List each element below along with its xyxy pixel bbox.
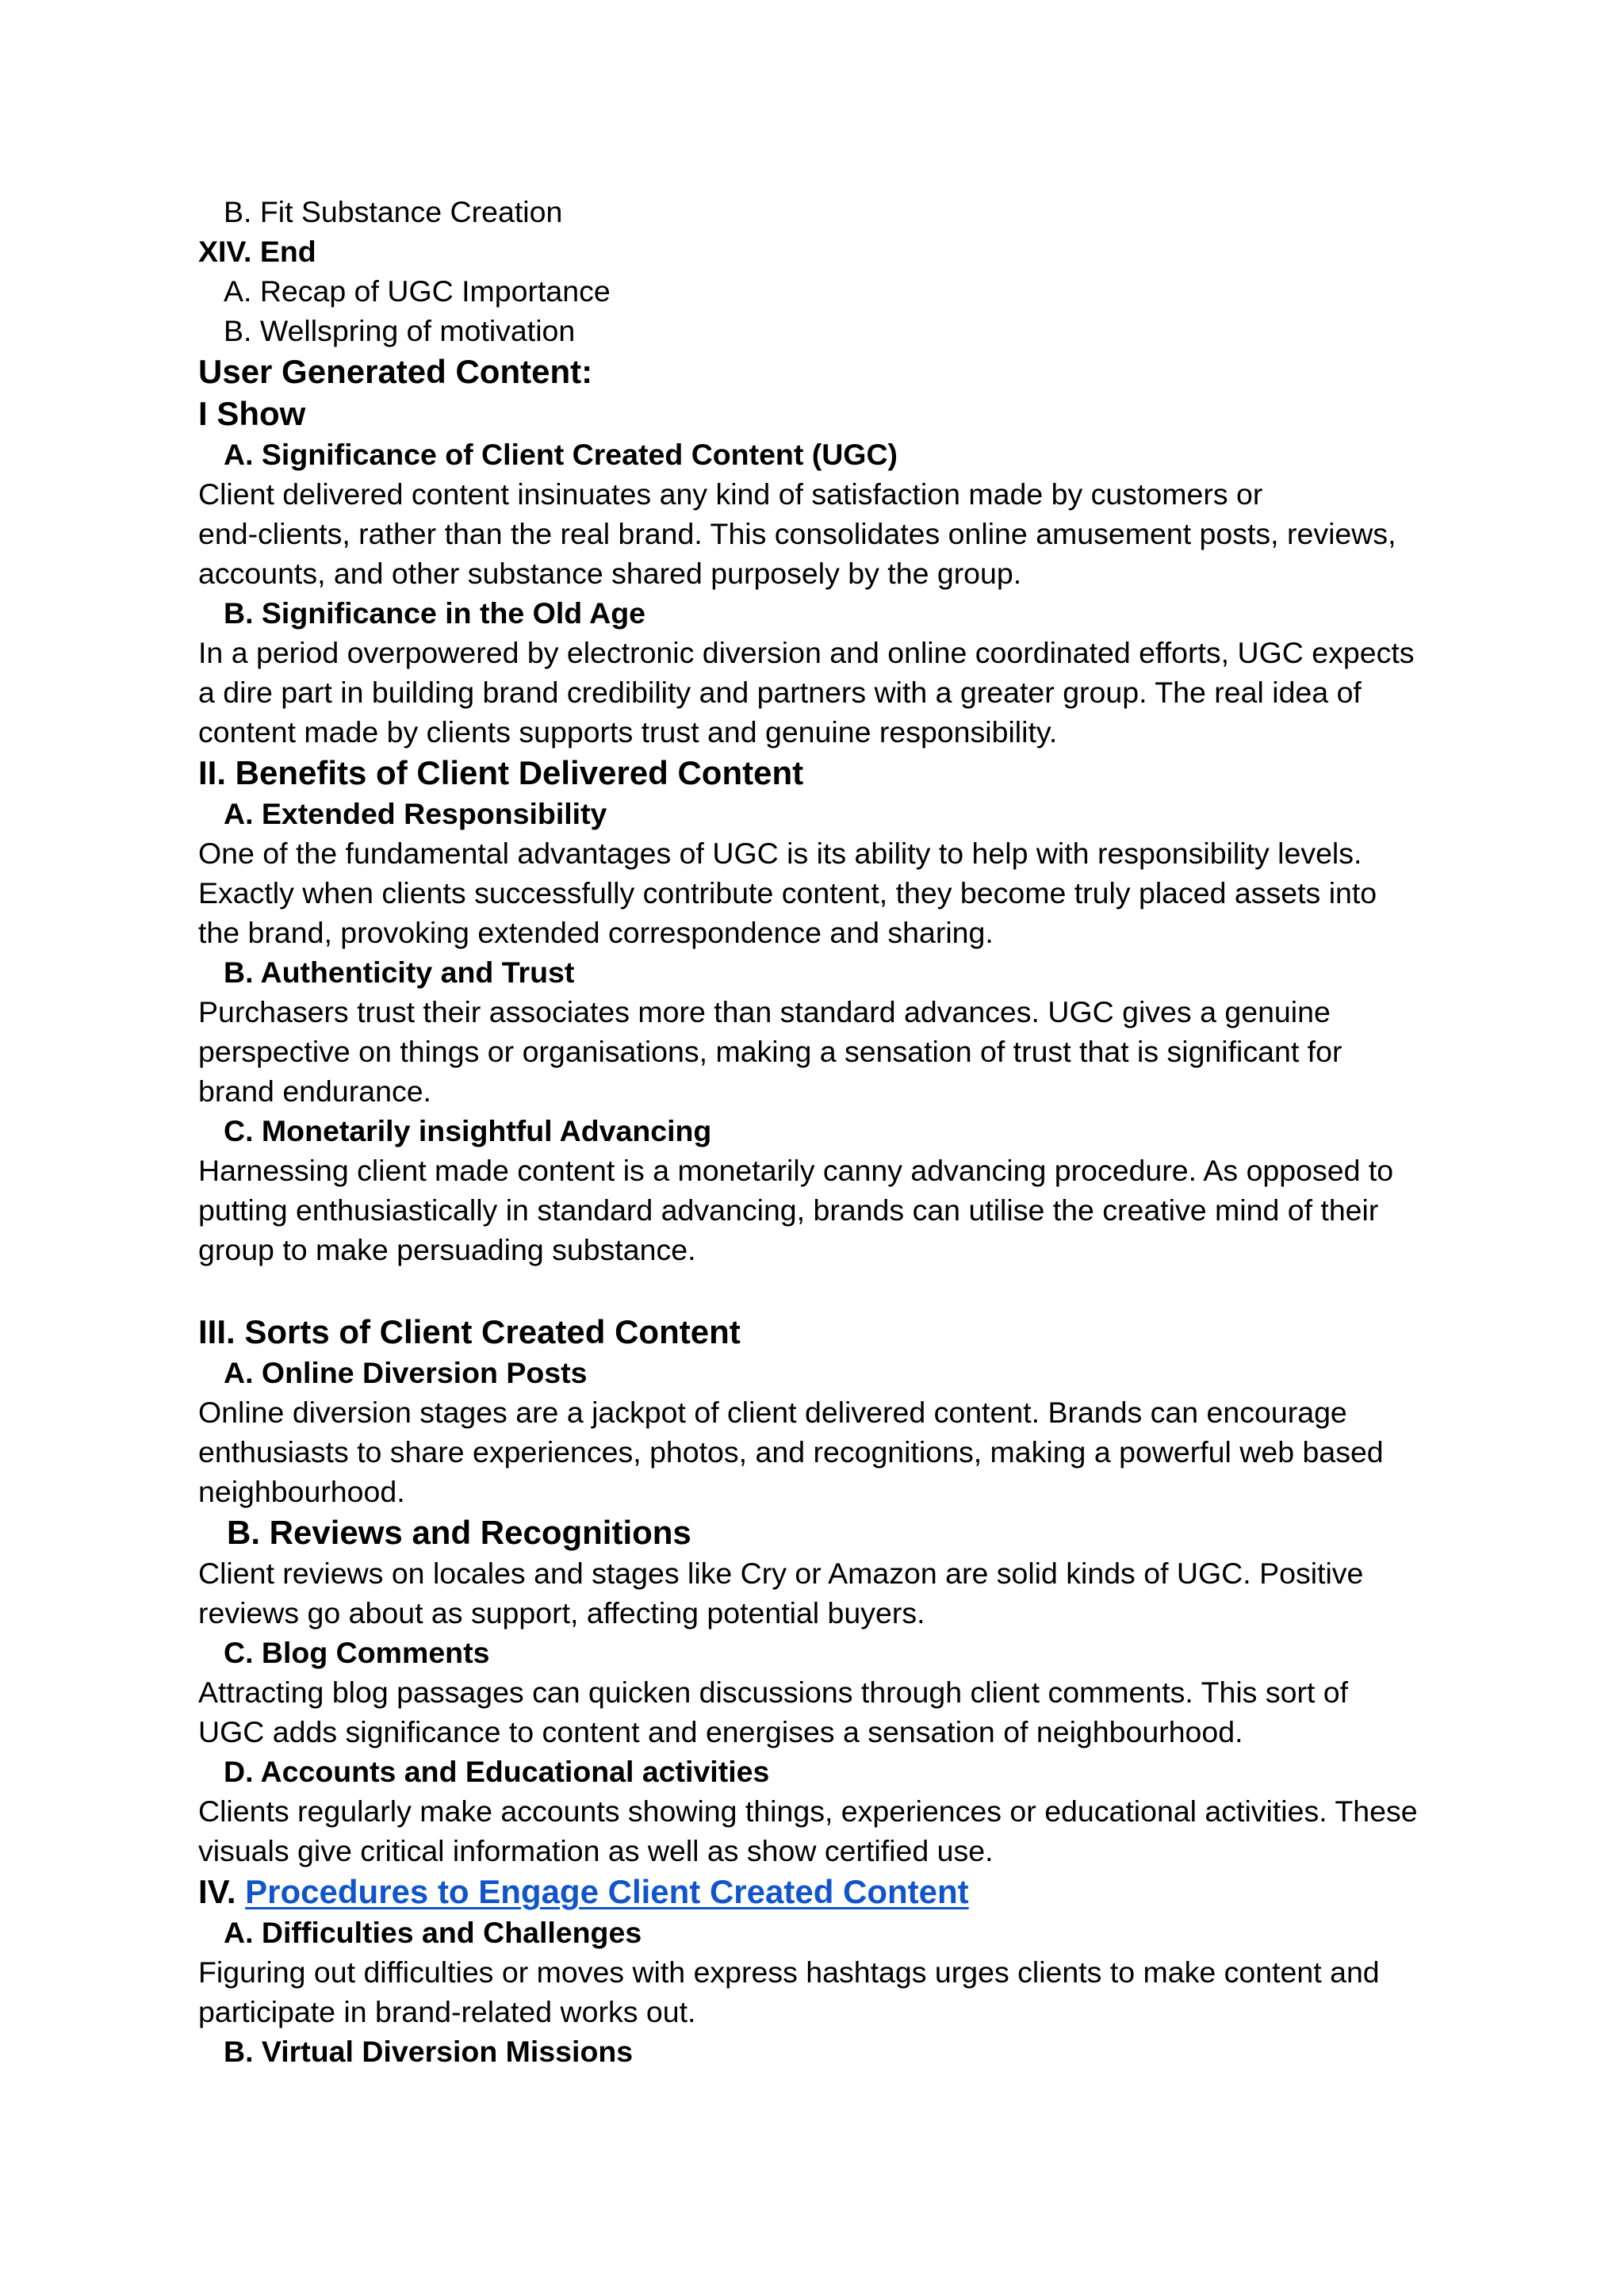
paragraph-line: putting enthusiastically in standard advancing, brands can utilise the creative mind of their	[198, 1193, 1379, 1227]
subsection-heading: B. Reviews and Recognitions	[227, 1514, 691, 1551]
paragraph-line: Exactly when clients successfully contribute content, they become truly placed assets into	[198, 876, 1377, 910]
subsection-heading: B. Significance in the Old Age	[224, 596, 646, 630]
outline-item: B. Wellspring of motivation	[224, 314, 576, 347]
paragraph-line: Client reviews on locales and stages like Cry or Amazon are solid kinds of UGC. Positive	[198, 1557, 1364, 1590]
paragraph-line: Online diversion stages are a jackpot of client delivered content. Brands can encourage	[198, 1396, 1347, 1429]
paragraph-line: group to make persuading substance.	[198, 1233, 696, 1266]
blank-line	[198, 1270, 1451, 1311]
subsection-heading: A. Difficulties and Challenges	[224, 1916, 642, 1949]
paragraph-line: brand endurance.	[198, 1074, 431, 1108]
paragraph-line: neighbourhood.	[198, 1475, 405, 1508]
paragraph-line: a dire part in building brand credibility and partners with a greater group. The real idea of	[198, 676, 1362, 709]
subsection-heading: A. Significance of Client Created Content (UGC)	[224, 438, 898, 471]
subsection-heading: B. Virtual Diversion Missions	[224, 2035, 634, 2068]
subsection-heading: A. Extended Responsibility	[224, 797, 607, 830]
paragraph-line: enthusiasts to share experiences, photos, and recognitions, making a powerful web based	[198, 1435, 1384, 1469]
section-heading: II. Benefits of Client Delivered Content	[198, 754, 804, 791]
paragraph-line: Harnessing client made content is a monetarily canny advancing procedure. As opposed to	[198, 1154, 1394, 1187]
subsection-heading: A. Online Diversion Posts	[224, 1356, 588, 1389]
outline-item: B. Fit Substance Creation	[224, 195, 563, 228]
paragraph-line: One of the fundamental advantages of UGC is its ability to help with responsibility levels.	[198, 837, 1362, 870]
paragraph-line: Figuring out difficulties or moves with express hashtags urges clients to make content and	[198, 1955, 1380, 1989]
subsection-heading: C. Monetarily insightful Advancing	[224, 1114, 712, 1147]
document-body	[198, 192, 1451, 2071]
subsection-heading: B. Authenticity and Trust	[224, 956, 575, 989]
paragraph-line: In a period overpowered by electronic diversion and online coordinated efforts, UGC expects	[198, 636, 1415, 669]
section-heading: I Show	[198, 395, 306, 432]
paragraph-line: content made by clients supports trust and genuine responsibility.	[198, 715, 1058, 749]
paragraph-line: accounts, and other substance shared purposely by the group.	[198, 557, 1022, 590]
paragraph-line: perspective on things or organisations, making a sensation of trust that is significant for	[198, 1035, 1342, 1068]
document-title: User Generated Content:	[198, 353, 593, 390]
subsection-heading: D. Accounts and Educational activities	[224, 1755, 770, 1788]
section-heading-link[interactable]: Procedures to Engage Client Created Content	[245, 1873, 969, 1910]
section-heading	[198, 1871, 1451, 1913]
outline-item: A. Recap of UGC Importance	[224, 274, 611, 308]
paragraph-line: Attracting blog passages can quicken discussions through client comments. This sort of	[198, 1676, 1349, 1709]
paragraph-line: end-clients, rather than the real brand. This consolidates online amusement posts, reviews,	[198, 517, 1396, 550]
paragraph-line: visuals give critical information as well as show certified use.	[198, 1834, 994, 1867]
paragraph-line: reviews go about as support, affecting potential buyers.	[198, 1596, 925, 1630]
paragraph-line: Clients regularly make accounts showing things, experiences or educational activities. These	[198, 1794, 1418, 1828]
outline-section-heading: XIV. End	[198, 235, 316, 268]
paragraph-line: Client delivered content insinuates any kind of satisfaction made by customers or	[198, 477, 1263, 511]
paragraph-line: UGC adds significance to content and energises a sensation of neighbourhood.	[198, 1715, 1243, 1748]
paragraph-line: participate in brand-related works out.	[198, 1995, 696, 2028]
section-heading: III. Sorts of Client Created Content	[198, 1313, 741, 1350]
paragraph-line: Purchasers trust their associates more than standard advances. UGC gives a genuine	[198, 995, 1331, 1028]
subsection-heading: C. Blog Comments	[224, 1636, 490, 1669]
section-number: IV.	[198, 1873, 246, 1910]
paragraph-line: the brand, provoking extended correspondence and sharing.	[198, 916, 994, 949]
